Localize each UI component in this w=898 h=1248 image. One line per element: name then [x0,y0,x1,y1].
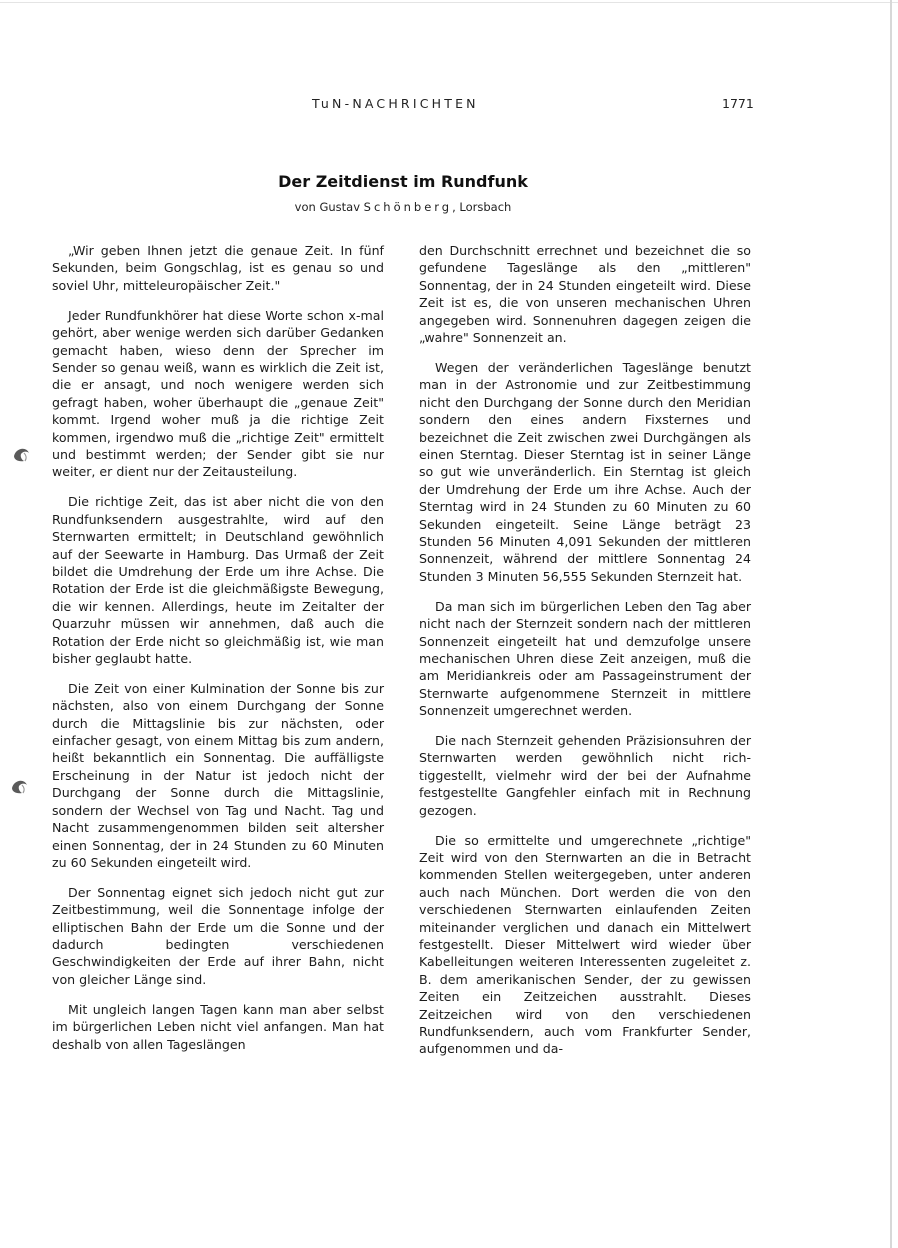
right-column [419,242,751,1058]
paragraph: Mit ungleich langen Tagen kann man aber selbst im bürgerlichen Leben nicht viel anfangen. Man hat deshalb von allen Tageslängen [52,1001,384,1052]
article-title: Der Zeitdienst im Rundfunk [278,172,528,191]
paragraph: Die richtige Zeit, das ist aber nicht die von den Rundfunksendern ausgestrahlte, wird auf den Sternwarten ermittelt; in Deutschland gewöhnlich auf der Seewarte in Hamburg. Das Urmaß der Zeit bildet die Umdrehung der Erde um ihre Achse. Die Rotation der Erde ist die gleichmäßigste Bewegung, die wir kennen. Allerdings, heute im Zeitalter der Quarzuhr müssen wir annehmen, daß auch die Rotation der Erde nicht so gleichmäßig ist, wie man bisher geglaubt hatte. [52,494,384,666]
punch-hole-mark [10,444,32,464]
paragraph: Der Sonnentag eignet sich jedoch nicht gut zur Zeitbestimmung, weil die Sonnentage infolge der elliptischen Bahn der Erde um die Sonne und der dadurch bedingten verschiedenen Geschwindigkeiten der Erde auf ihrer Bahn, nicht von gleicher Länge sind. [52,884,384,987]
page-right-edge [890,0,892,1248]
running-head: TuN-NACHRICHTEN [312,96,479,111]
byline-suffix: , Lorsbach [452,200,512,214]
byline-author: Schönberg [363,200,453,214]
page-top-edge [0,2,898,3]
paragraph: Die so ermittelte und umgerechnete „richtige" Zeit wird von den Sternwarten an die in Betracht kommenden Stellen weitergegeben, unter anderen auch nach München. Dort werden die von den verschiedenen Sternwarten einlaufenden Zeiten miteinander verglichen und danach ein Mittelwert festgestellt. Dieser Mittelwert wird wieder über Kabelleitungen weiteren Interessenten zugeleitet z. B. dem amerikanischen Sender, der zu gewissen Zeiten ein Zeitzeichen ausstrahlt. Dieses Zeitzeichen wird von den verschiedenen Rundfunksendern, auch vom Frankfurter Sender, aufgenommen und da- [419,832,751,1057]
page-number: 1771 [722,96,754,111]
paragraph: Jeder Rundfunkhörer hat diese Worte schon x-mal gehört, aber wenige werden sich darüber Gedanken gemacht haben, wieso denn der Sprecher im Sender so genau weiß, wann es wirklich die Zeit ist, die er ansagt, und noch wenigere werden sich gefragt haben, woher überhaupt die „genaue Zeit" kommt. Irgend woher muß ja die richtige Zeit kommen, irgendwo muß die „richtige Zeit" ermittelt und bestimmt werden; der Sender gibt sie nur weiter, er dient nur der Zeitausteilung. [52,307,384,480]
paragraph: den Durchschnitt errechnet und bezeichnet die so gefundene Tageslänge als den „mittleren" Sonnentag, der in 24 Stunden eingeteilt wird. Diese Zeit ist es, die von unseren mechanischen Uhren angegeben wird. Sonnenuhren dagegen zeigen die „wahre" Sonnenzeit an. [419,243,751,346]
article-byline [0,200,806,214]
paragraph: Die Zeit von einer Kulmination der Sonne bis zur nächsten, also von einem Durchgang der Sonne durch die Mittagslinie bis zur nächsten, oder einfacher gesagt, von einem Mittag bis zum andern, heißt bekanntlich ein Sonnentag. Die auffälligste Erscheinung in der Natur ist jedoch nicht der Durchgang der Sonne durch die Mittagslinie, sondern der Wechsel von Tag und Nacht. Tag und Nacht zusammengenommen bilden seit altersher einen Sonnentag, der in 24 Stunden zu 60 Minuten zu 60 Sekunden eingeteilt wird. [52,680,384,870]
byline-prefix: von Gustav [294,200,360,214]
paragraph: Die nach Sternzeit gehenden Präzisionsuhren der Sternwarten werden gewöhnlich nicht richtiggestellt, vielmehr wird der bei der Aufnahme festgestellte Gangfehler einfach mit in Rechnung gezogen. [419,733,751,818]
left-column [52,242,384,1053]
paragraph: Da man sich im bürgerlichen Leben den Tag aber nicht nach der Sternzeit sondern nach der mittleren Sonnenzeit eingeteilt hat und demzufolge unsere mechanischen Uhren diese Zeit anzeigen, muß die am Meridiankreis oder am Passageinstrument der Sternwarte aufgenommene Sternzeit in mittlere Sonnenzeit umgerechnet werden. [419,598,751,719]
paragraph: „Wir geben Ihnen jetzt die genaue Zeit. In fünf Sekunden, beim Gongschlag, ist es genau so und soviel Uhr, mitteleuropäischer Zeit." [52,243,384,293]
paragraph: Wegen der veränderlichen Tageslänge benutzt man in der Astronomie und zur Zeitbestimmung nicht den Durchgang der Sonne durch den Meridian sondern den eines andern Fixsternes und bezeichnet die Zeit zwischen zwei Durchgängen als einen Sterntag. Dieser Sterntag ist in seiner Länge so gut wie unveränderlich. Ein Sterntag ist gleich der Umdrehung der Erde um ihre Achse. Auch der Sterntag wird in 24 Stunden zu 60 Minuten zu 60 Sekunden eingeteilt. Seine Länge beträgt 23 Stunden 56 Minuten 4,091 Sekunden der mittleren Sonnenzeit, während der mittlere Sonnentag 24 Stunden 3 Minuten 56,555 Sekunden Sternzeit hat. [419,359,751,584]
punch-hole-mark [8,776,30,796]
